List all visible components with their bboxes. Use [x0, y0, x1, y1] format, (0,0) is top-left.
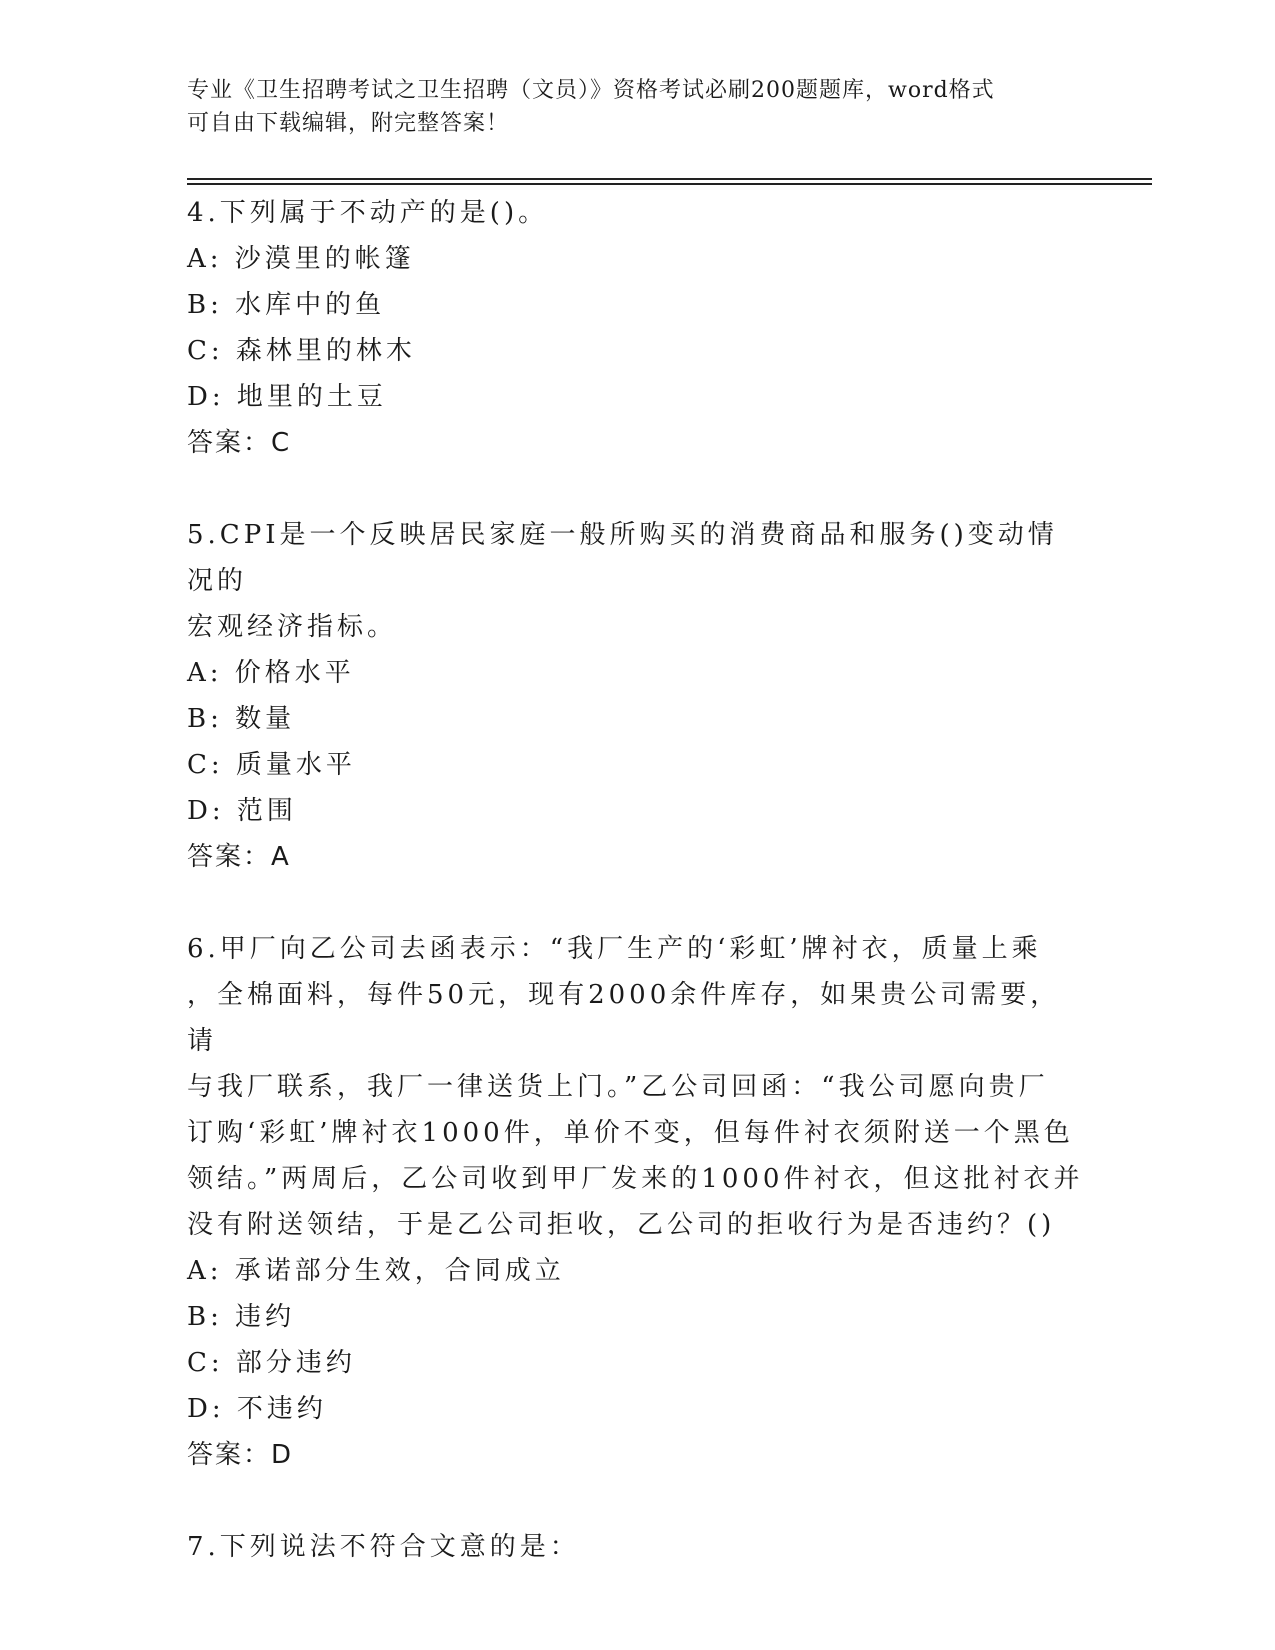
option-b: B: 违约	[187, 1302, 296, 1332]
header-divider-top	[187, 178, 1152, 180]
question-stem: 领结。”两周后，乙公司收到甲厂发来的1000件衬衣，但这批衬衣并	[187, 1164, 1084, 1194]
question-stem: 7.下列说法不符合文意的是：	[187, 1532, 580, 1562]
question-list	[187, 190, 1087, 1616]
question-stem: 5.CPI是一个反映居民家庭一般所购买的消费商品和服务()变动情况的	[187, 520, 1058, 596]
option-c: C: 质量水平	[187, 750, 356, 780]
question-stem: 4.下列属于不动产的是()。	[187, 198, 549, 228]
question-stem: 订购‘彩虹’牌衬衣1000件，单价不变，但每件衬衣须附送一个黑色	[187, 1118, 1074, 1148]
option-d: D: 地里的土豆	[187, 382, 387, 412]
answer-label: 答案：C	[187, 428, 292, 458]
option-c: C: 森林里的林木	[187, 336, 416, 366]
header-line-2: 可自由下载编辑，附完整答案！	[187, 111, 510, 136]
option-a: A: 承诺部分生效，合同成立	[187, 1256, 565, 1286]
question-stem: ，全棉面料，每件50元，现有2000余件库存，如果贵公司需要，请	[187, 980, 1061, 1056]
option-b: B: 水库中的鱼	[187, 290, 386, 320]
answer-label: 答案：A	[187, 842, 291, 872]
option-a: A: 价格水平	[187, 658, 355, 688]
option-c: C: 部分违约	[187, 1348, 356, 1378]
question-7	[187, 1524, 1087, 1570]
question-stem: 与我厂联系，我厂一律送货上门。”乙公司回函：“我公司愿向贵厂	[187, 1072, 1049, 1102]
option-d: D: 范围	[187, 796, 297, 826]
header-divider-bottom	[187, 183, 1152, 185]
header-line-1: 专业《卫生招聘考试之卫生招聘（文员）》资格考试必刷200题题库，word格式	[187, 78, 995, 103]
question-4	[187, 190, 1087, 466]
question-6	[187, 926, 1087, 1478]
question-stem: 6.甲厂向乙公司去函表示：“我厂生产的‘彩虹’牌衬衣，质量上乘	[187, 934, 1042, 964]
document-header	[187, 74, 1067, 140]
option-d: D: 不违约	[187, 1394, 327, 1424]
question-stem: 宏观经济指标。	[187, 612, 398, 642]
answer-label: 答案：D	[187, 1440, 294, 1470]
option-a: A: 沙漠里的帐篷	[187, 244, 415, 274]
question-5	[187, 512, 1087, 880]
question-stem: 没有附送领结，于是乙公司拒收，乙公司的拒收行为是否违约？()	[187, 1210, 1056, 1240]
option-b: B: 数量	[187, 704, 296, 734]
